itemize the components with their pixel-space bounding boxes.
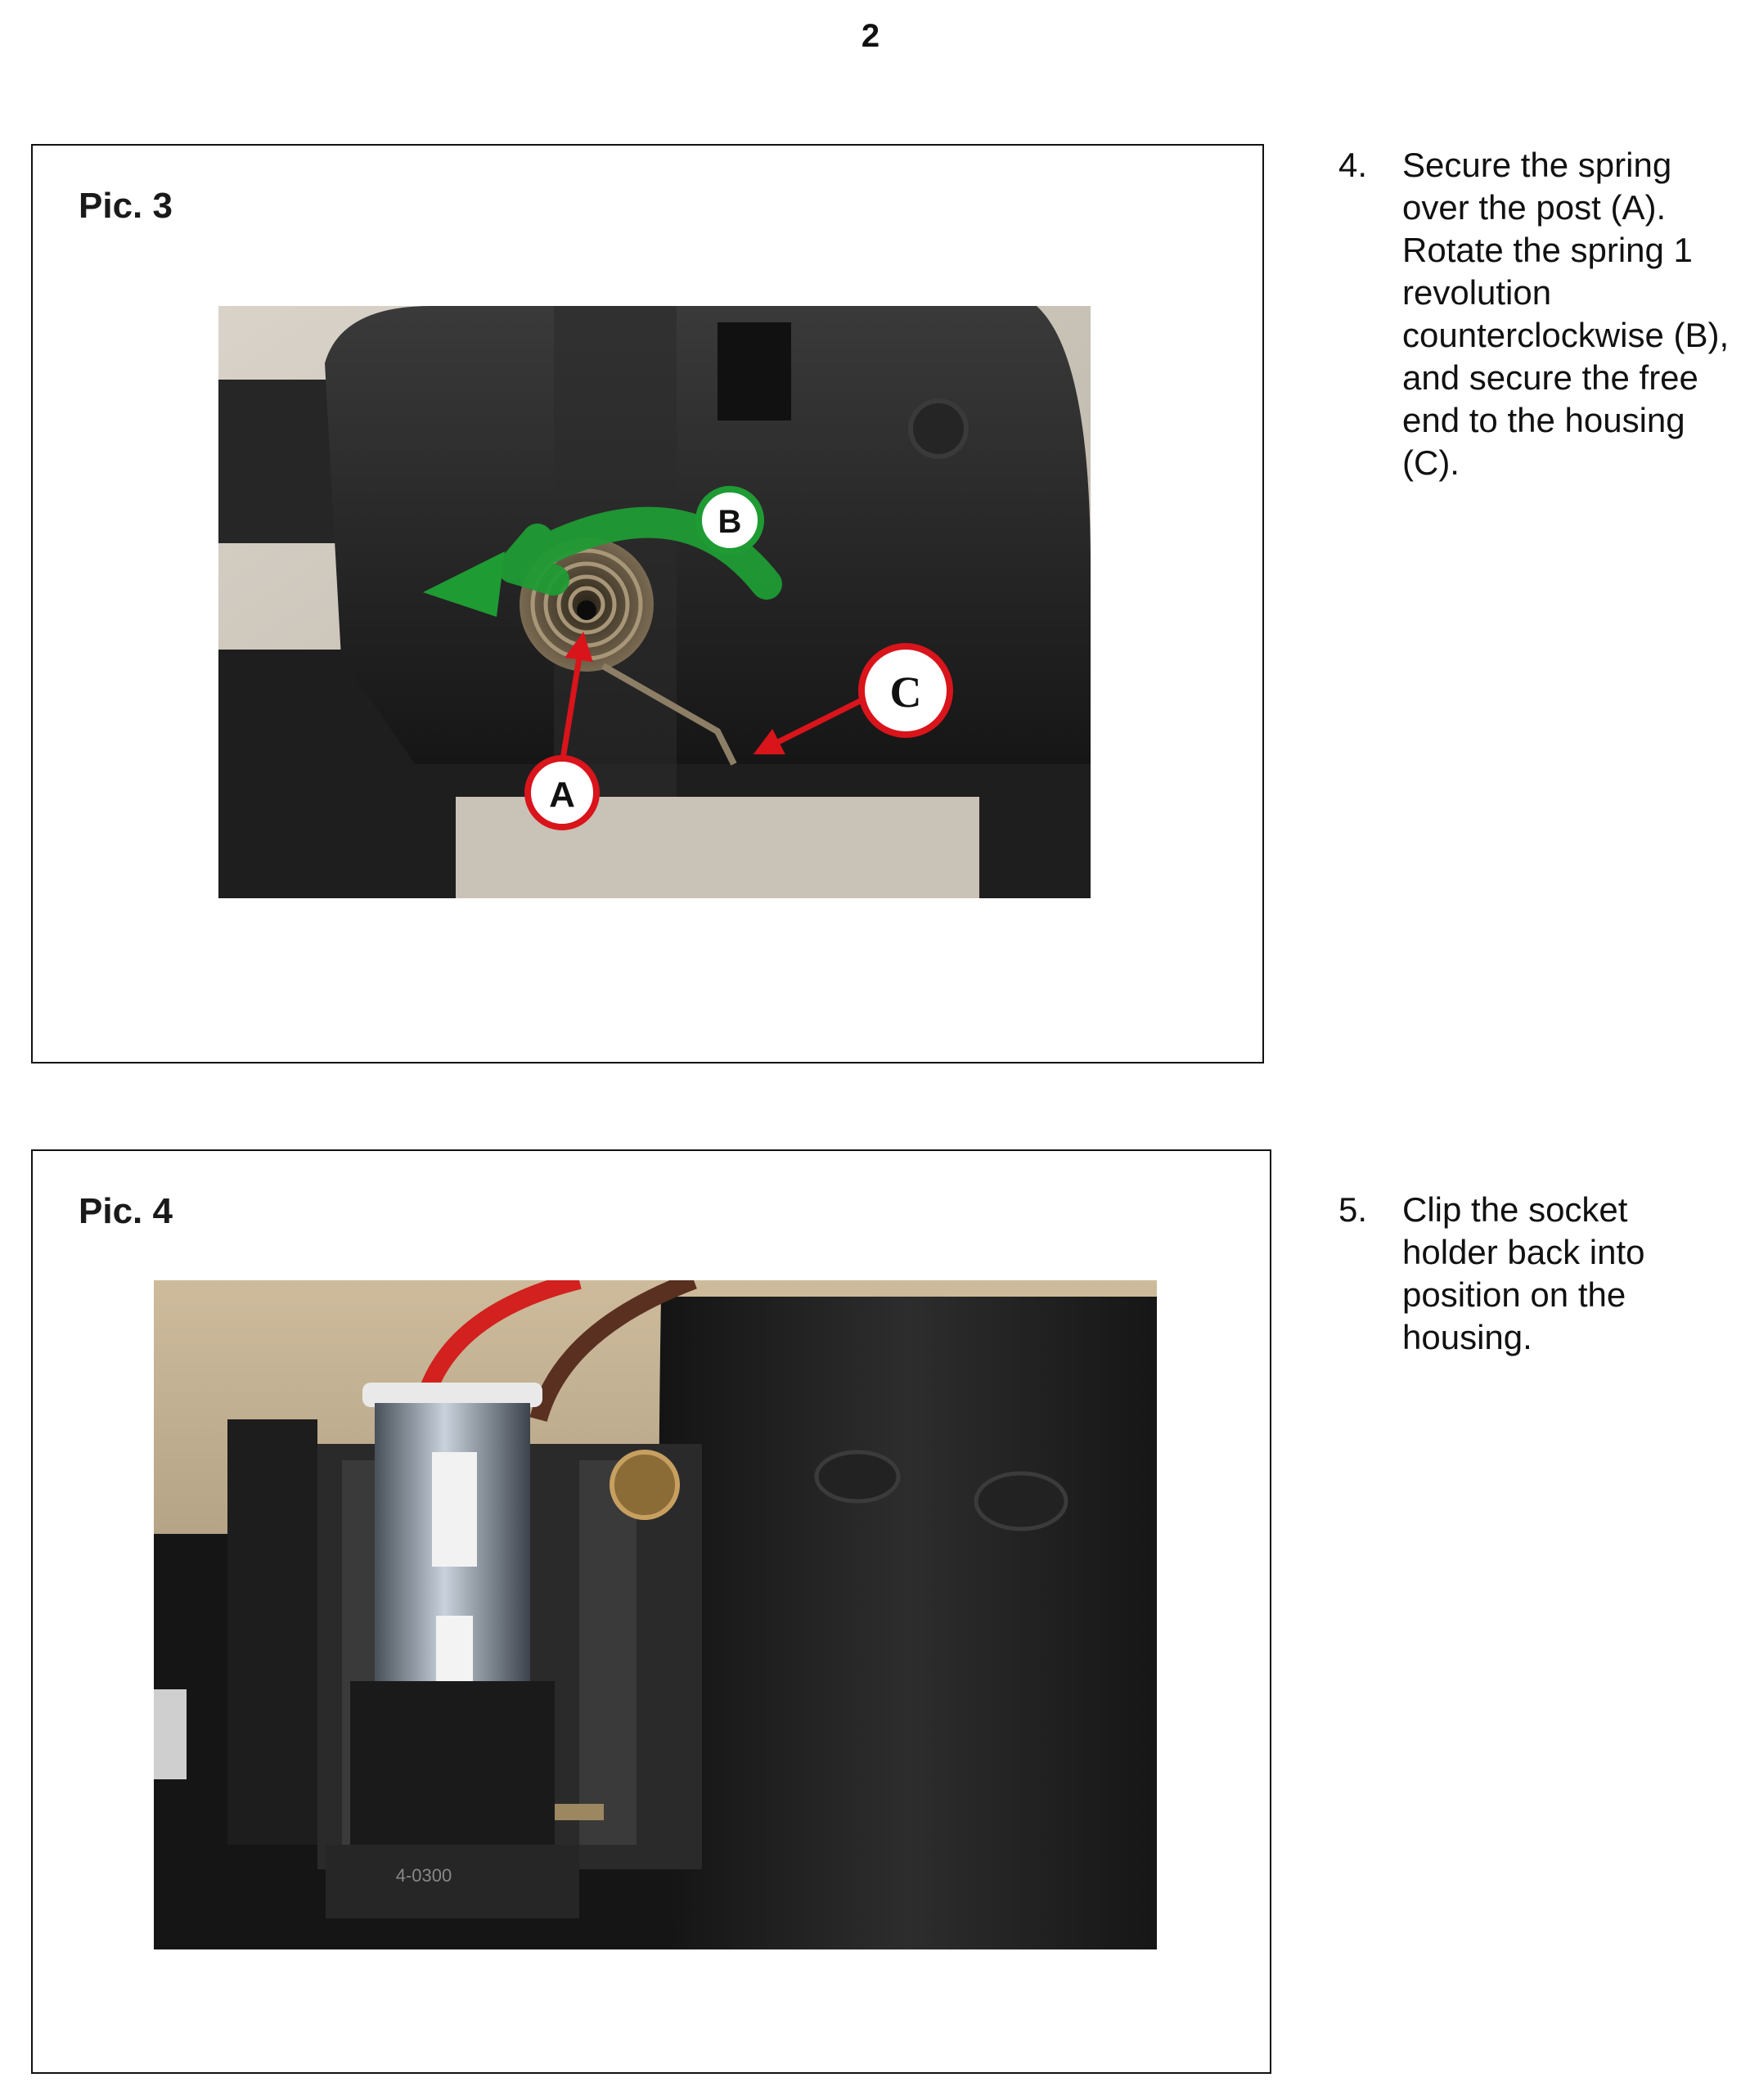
photo-3-illustration — [218, 306, 1091, 898]
figure-label: Pic. 3 — [79, 186, 173, 226]
photo-socket-holder — [154, 1280, 1157, 1949]
step-number: 5. — [1338, 1190, 1368, 1229]
step-text: Secure the spring over the post (A). Rotate the spring 1 revolution counterclockwise (B), and secure the free end to the housing (C). — [1402, 146, 1730, 482]
callout-c: C — [889, 668, 922, 717]
figure-label: Pic. 4 — [79, 1191, 173, 1231]
callout-b: B — [718, 504, 742, 540]
callout-a: A — [549, 775, 575, 815]
page-number: 2 — [861, 18, 880, 54]
photo-4-illustration — [154, 1280, 1157, 1949]
photo-spring-housing — [218, 306, 1091, 898]
figure-pic-4 — [31, 1149, 1271, 2074]
step-text: Clip the socket holder back into position on the housing. — [1402, 1190, 1645, 1356]
part-marking: 4-0300 — [395, 1865, 452, 1886]
step-number: 4. — [1338, 146, 1368, 184]
figure-pic-3 — [31, 144, 1264, 1063]
